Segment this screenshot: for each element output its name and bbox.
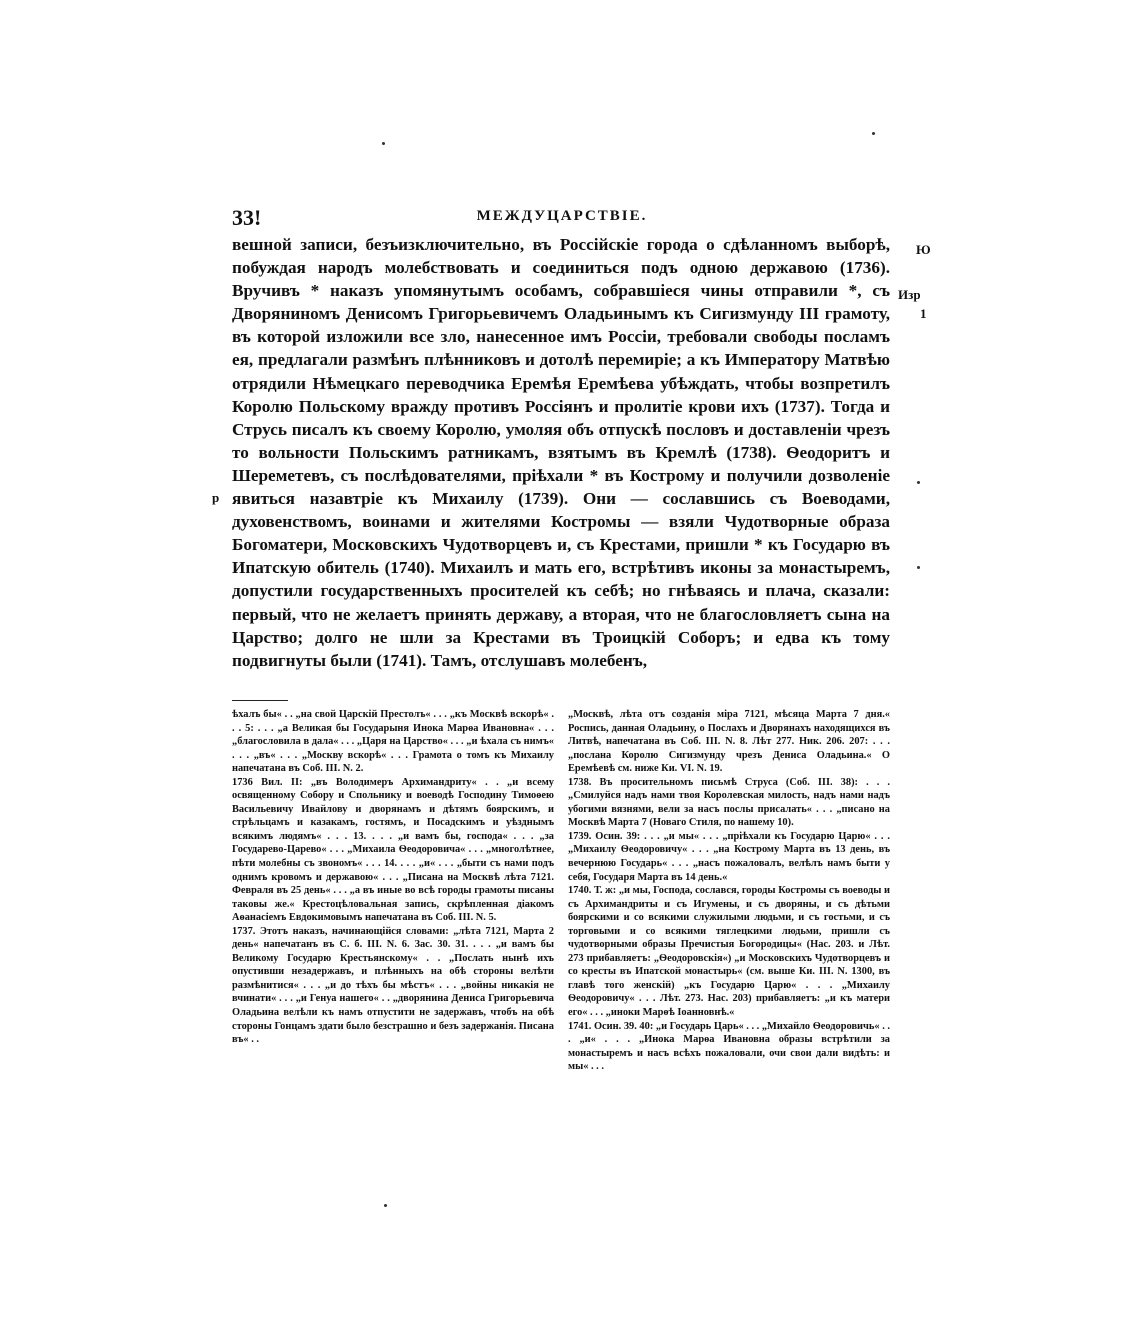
footnote: ѣхалъ бы« . . „на свой Царскій Престолъ« . . . „къ Москвѣ вскорѣ« . . . 5: . . . „а Великая бы Государыня Инока Марѳа Ивановна« . . . „благословила в дала« . . . „Царя на Царство« . . . „и ѣхала съ нимъ« . . . „въ« . . . „Москву вскорѣ« . . . Грамота о томъ къ Михаилу напечатана въ Соб. III. N. 2. [232,709,554,775]
margin-dot [872,132,875,135]
page-number: 33! [232,205,262,230]
running-title: МЕЖДУЦАРСТВІЕ. [476,208,648,224]
margin-dot [384,1204,387,1207]
margin-dot [382,142,385,145]
margin-note: Изр [898,287,921,302]
margin-dot [917,481,920,484]
main-body-text: вешной записи, безъизключительно, въ Россійскіе города о сдѣланномъ выборѣ, побуждая народъ молебствовать и соединиться подъ одною державою (1736). Вручивъ * наказъ упомянутымъ особамъ, собравшіеся чины отправили *, съ Дворяниномъ Денисомъ Григорьевичемъ Оладьинымъ къ Сигизмунду III грамоту, въ которой изложили все зло, нанесенное имъ Россіи, требовали свободы посламъ ея, предлагали размѣнъ плѣнниковъ и дотолѣ перемиріе; а къ Императору Матвѣю отрядили Нѣмецкаго переводчика Еремѣя Еремѣева убѣждать, чтобы возпретилъ Королю Польскому вражду противъ Россіянъ и пролитіе крови ихъ (1737). Тогда и Струсь писалъ къ своему Королю, умоляя объ отпускѣ пословъ и доставленіи чрезъ то вольности Польскимъ ратникамъ, взятымъ въ Кремлѣ (1738). Ѳеодоритъ и Шереметевъ, съ послѣдователями, пріѣхали * въ Кострому и получили дозволеніе явиться назавтріе къ Михаилу (1739). Они — сославшись съ Воеводами, духовенствомъ, воинами и жителями Костромы — взяли Чудотворные образа Богоматери, Московскихъ Чудотворцевъ и, съ Крестами, пришли * къ Государю въ Ипатскую обитель (1740). Михаилъ и мать его, встрѣтивъ иконы за монастыремъ, допустили государственныхъ просителей къ себѣ; но гнѣваясь и плача, сказали: первый, что не желаетъ принять державу, а вторая, что не благословляетъ сына на Царство; долго не шли за Крестами въ Троицкій Соборъ; и едва къ тому подвигнуты были (1741). Тамъ, отслушавъ молебенъ, [232,235,890,670]
footnote: 1740. Т. ж: „и мы, Господа, сослався, городы Костромы съ воеводы и съ Архимандриты и съ Игумены, и съ дворяны, и съ дѣтьми боярскими и со всякими служилыми людьми, и съ гостьми, и съ торговыми и со всякими тяглецкими людьми, пришли съ чудотворными образы Пречистыя Богородицы« (Нас. 203. и Лѣт. 273 прибавляетъ: „Ѳеодоровскія«) „и Московскихъ Чудотворцевъ и со кресты въ Ипатской монастырь« (см. выше Ки. III. N. 1300, въ главѣ того женскій) „къ Государю Царю« . . . „Михаилу Ѳеодоровичу« . . . Лѣт. 273. Нас. 203) прибавляетъ: „и къ матери его« . . . „иноки Марѳѣ Іоанновнѣ.« [568,885,890,1019]
footnote: 1738. Въ просительномъ письмѣ Струса (Соб. III. 38): . . . „Смилуйся надъ нами твоя Королевская милость, надъ нами надъ убогими вязнями, вели за насъ послы присалать« . . . „писано на Москвѣ Марта 7 (Новаго Стиля, по нашему 10). [568,776,890,829]
footnote: 1737. Этотъ наказъ, начинающійся словами: „лѣта 7121, Марта 2 день« напечатанъ въ С. б. III. N. 6. Зас. 30. 31. . . . „и вамъ бы Великому Государю Крестьянскому« . . „Послать нынѣ ихъ опустивши незадержавъ, и плѣнныхъ на обѣ стороны велѣти размѣнитися« . . . „и до тѣхъ бы мѣстъ« . . . „войны никакія не вчинати« . . . „и Генуа нашего« . . „дворянина Дениса Григорьевича Оладьина велѣли къ намъ отпустити не задержавъ, чтобъ на обѣ стороны Гонцамъ здати было безстрашно и безъ задержанія. Писана въ« . . [232,925,554,1046]
margin-note: Ю [916,242,931,257]
footnote: 1739. Осин. 39: . . . „и мы« . . . „пріѣхали къ Государю Царю« . . . „Михаилу Ѳеодоровичу« . . . „на Кострому Марта въ 13 день, въ вечернюю Государь« . . . „насъ пожаловалъ, велѣлъ намъ быти у себя, Государя Марта въ 14 день.« [568,830,890,883]
footnote: 1736 Вил. II: „въ Володимеръ Архимандриту« . . „и всему освященному Собору и Спольнику и воеводѣ Господину Тимоѳею Васильевичу Ивайлову и дворянамъ и дѣтямъ боярскимъ, и стрѣльцамъ и казакамъ, гостямъ, и Посадскимъ и уѣзднымъ всякимъ людямъ« . . . 13. . . . „и вамъ бы, господа« . . . „за Государево-Царево« . . . „Михаила Ѳеодоровича« . . . „многолѣтнее, пѣти молебны съ звономъ« . . . 14. . . . „и« . . . „быти съ нами подъ однимъ кровомъ и державою« . . . „Писана на Москвѣ лѣта 7121. Февраля въ 25 день« . . . „а въ иные во всѣ городы грамоты писаны таковы же.« Крестоцѣловальная запись, скрѣпленная діакомъ Аѳанасіемъ Евдокимовымъ напечатана въ Соб. III. N. 5. [232,776,554,924]
margin-note: р [212,490,220,505]
footnote-rule [232,700,288,701]
footnotes-right-column [568,708,890,1198]
footnotes [232,708,890,1198]
margin-note: 1 [920,306,927,321]
footnote: „Москвѣ, лѣта отъ созданія міра 7121, мѣсяца Марта 7 дня.« Роспись, данная Оладьину, о Послахъ и Дворянахъ находящихся въ Литвѣ, напечатана въ Соб. III. N. 8. Лѣт 277. Ник. 206. 207: . . . „послана Королю Сигизмунду чрезъ Дениса Оладьина.« О Еремѣевѣ см. ниже Ки. VI. N. 19. [568,709,890,775]
footnote: 1741. Осин. 39. 40: „и Государь Царь« . . . „Михайло Ѳеодоровичь« . . . „и« . . . „Инока Марѳа Ивановна образы встрѣтили за монастыремъ и насъ всѣхъ пожаловали, очи свои дали видѣть: и мы« . . . [568,1020,890,1073]
margin-dot [917,566,920,569]
footnotes-left-column [232,708,554,1198]
page-header [232,205,892,235]
